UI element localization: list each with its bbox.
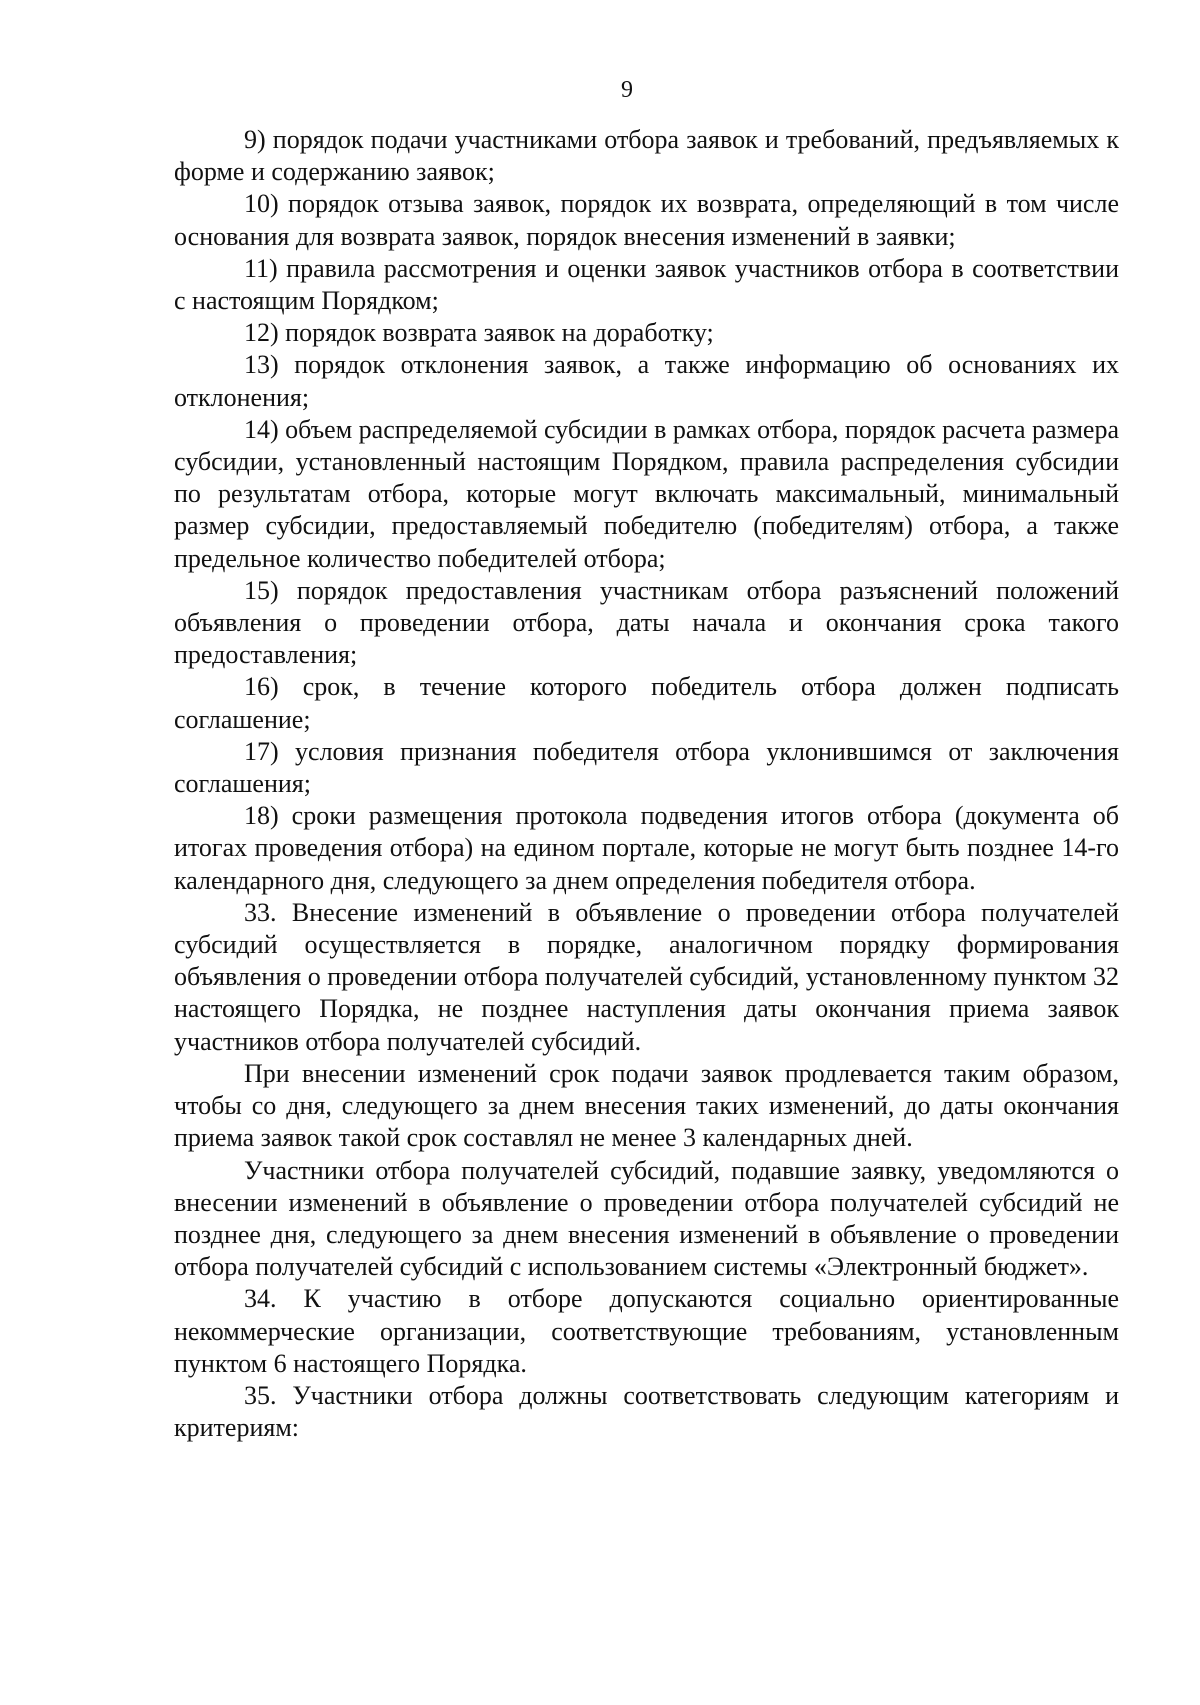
document-body — [174, 124, 1119, 1444]
paragraph-clause-34: 34. К участию в отборе допускаются социально ориентированные некоммерческие организации, соответствующие требованиям, установленным пунктом 6 настоящего Порядка. — [174, 1284, 1119, 1378]
paragraph-item-10: 10) порядок отзыва заявок, порядок их возврата, определяющий в том числе основания для возврата заявок, порядок внесения изменений в заявки; — [174, 189, 1119, 251]
paragraph-clause-33-notification: Участники отбора получателей субсидий, подавшие заявку, уведомляются о внесении изменений в объявление о проведении отбора получателей субсидий не позднее дня, следующего за днем внесения изменений в объявление о проведении отбора получателей субсидий с использованием системы «Электронный бюджет». — [174, 1155, 1119, 1282]
paragraph-item-12: 12) порядок возврата заявок на доработку; — [244, 318, 714, 348]
paragraph-item-15: 15) порядок предоставления участникам отбора разъяснений положений объявления о проведении отбора, даты начала и окончания срока такого предоставления; — [174, 575, 1119, 670]
paragraph-item-18: 18) сроки размещения протокола подведения итогов отбора (документа об итогах проведения отбора) на едином портале, которые не могут быть позднее 14-го календарного дня, следующего за днем определения победителя отбора. — [174, 801, 1119, 895]
paragraph-clause-33-deadline-extension: При внесении изменений срок подачи заявок продлевается таким образом, чтобы со дня, следующего за днем внесения таких изменений, до даты окончания приема заявок такой срок составлял не менее 3 календарных дней. — [174, 1058, 1119, 1153]
paragraph-item-16: 16) срок, в течение которого победитель отбора должен подписать соглашение; — [174, 672, 1119, 734]
paragraph-item-9: 9) порядок подачи участниками отбора заявок и требований, предъявляемых к форме и содержанию заявок; — [174, 125, 1119, 187]
paragraph-clause-33: 33. Внесение изменений в объявление о проведении отбора получателей субсидий осуществляется в порядке, аналогичном порядку формирования объявления о проведении отбора получателей субсидий, установленному пунктом 32 настоящего Порядка, не позднее наступления даты окончания приема заявок участников отбора получателей субсидий. — [174, 897, 1119, 1056]
paragraph-clause-35: 35. Участники отбора должны соответствовать следующим категориям и критериям: — [174, 1380, 1119, 1443]
page-number: 9 — [621, 77, 633, 103]
paragraph-item-14: 14) объем распределяемой субсидии в рамках отбора, порядок расчета размера субсидии, установленный настоящим Порядком, правила распределения субсидии по результатам отбора, которые могут включать максимальный, минимальный размер субсидии, предоставляемый победителю (победителям) отбора, а также предельное количество победителей отбора; — [174, 414, 1120, 573]
paragraph-item-17: 17) условия признания победителя отбора уклонившимся от заключения соглашения; — [174, 736, 1119, 799]
paragraph-item-11: 11) правила рассмотрения и оценки заявок участников отбора в соответствии с настоящим Порядком; — [174, 253, 1119, 316]
paragraph-item-13: 13) порядок отклонения заявок, а также информацию об основаниях их отклонения; — [174, 350, 1119, 412]
